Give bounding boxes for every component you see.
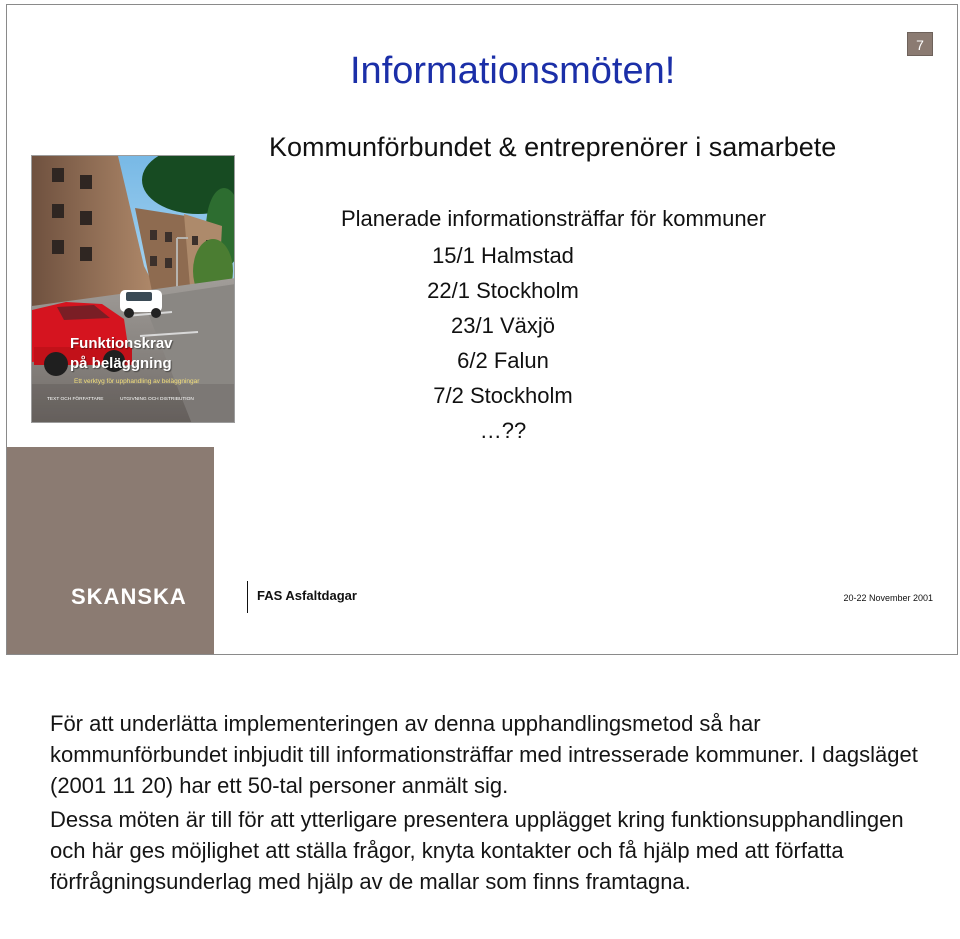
meeting-item: 6/2 Falun [457, 348, 549, 373]
meeting-item: 23/1 Växjö [451, 313, 555, 338]
meetings-heading: Planerade informationsträffar för kommuner [341, 206, 767, 231]
cover-title-line: Funktionskrav [70, 335, 173, 352]
svg-text:UTGIVNING OCH DISTRIBUTION: UTGIVNING OCH DISTRIBUTION [120, 397, 194, 402]
meeting-item: 15/1 Halmstad [432, 243, 574, 268]
footer-date: 20-22 November 2001 [843, 593, 933, 603]
meeting-item: 7/2 Stockholm [433, 383, 573, 408]
body-paragraph: Dessa möten är till för att ytterligare presentera upplägget kring funktionsupphandlingen och här ges möjlighet att ställa frågor, knyta kontakter och få hjälp med att författa förfrågningsunderlag med hjälp av de mallar som finns framtagna. [50, 807, 904, 894]
slide-title: Informationsmöten! [350, 50, 676, 92]
cover-title-line: på beläggning [70, 355, 172, 372]
body-paragraph: För att underlätta implementeringen av denna upphandlingsmetod så har kommunförbundet inbjudit till informationsträffar med intresserade kommuner. I dagsläget (2001 11 20) har ett 50-tal personer anmält sig. [50, 711, 918, 798]
page-number-badge: 7 [907, 32, 933, 56]
meeting-item: 22/1 Stockholm [427, 278, 579, 303]
cover-title [70, 334, 173, 374]
footer-divider [247, 581, 248, 613]
meeting-item: …?? [479, 418, 527, 443]
slide-subtitle: Kommunförbundet & entreprenörer i samarbete [269, 132, 837, 162]
meetings-list [325, 238, 681, 448]
body-text [50, 708, 930, 897]
presentation-slide [6, 4, 958, 655]
cover-image [31, 155, 235, 423]
skanska-logo: SKANSKA [71, 584, 187, 609]
svg-text:Ett verktyg för upphandling av: Ett verktyg för upphandling av beläggningar [74, 378, 200, 385]
footer-event-name: FAS Asfaltdagar [257, 588, 357, 603]
brand-panel [7, 447, 214, 655]
svg-text:TEXT OCH FÖRFATTARE: TEXT OCH FÖRFATTARE [47, 397, 104, 402]
